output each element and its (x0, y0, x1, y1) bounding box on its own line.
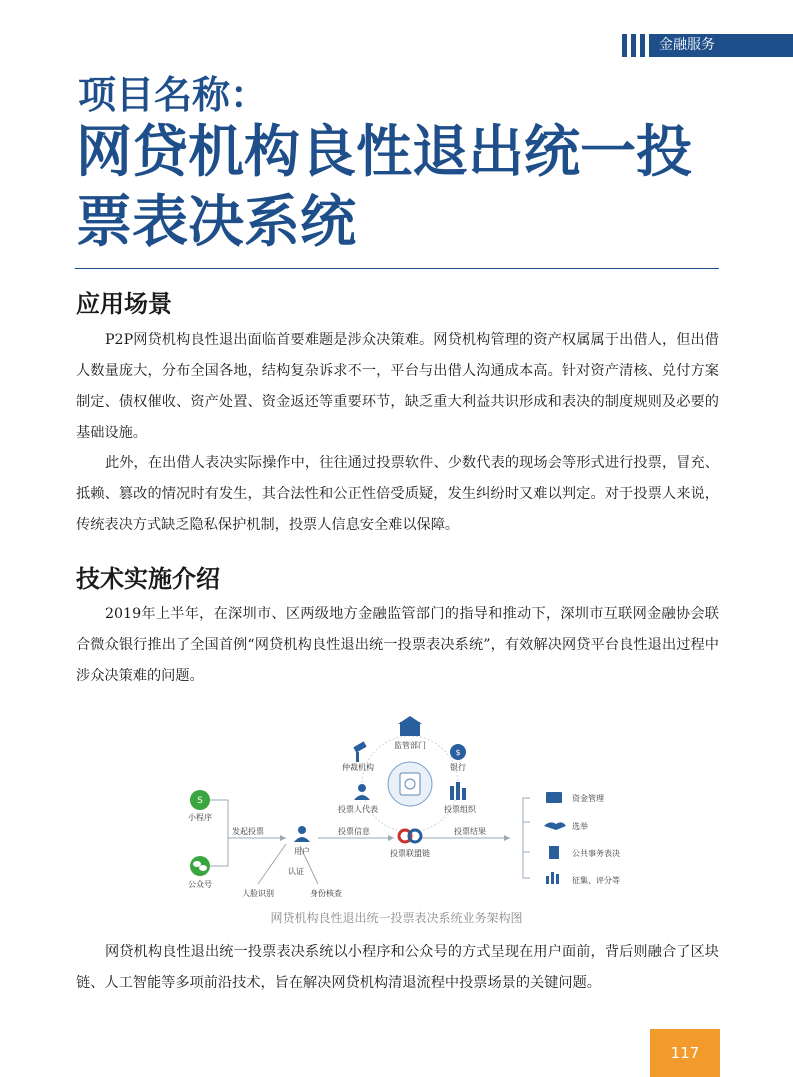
public-affairs-label: 公共事务表决 (572, 849, 620, 858)
vote-org-label: 投票组织 (444, 805, 476, 814)
vote-chain-label: 投票联盟链 (390, 849, 430, 858)
user-label: 用户 (294, 847, 310, 856)
vote-org-icon (450, 786, 454, 800)
closing-paragraph: 网贷机构良性退出统一投票表决系统以小程序和公众号的方式呈现在用户面前，背后则融合了区块链、人工智能等多项前沿技术，旨在解决网贷机构清退流程中投票场景的关键问题。 (76, 944, 719, 991)
client-bracket-line (210, 800, 228, 866)
fund-mgmt-icon (546, 792, 562, 803)
arbitration-label: 仲裁机构 (342, 763, 374, 772)
mini-program-label: 小程序 (188, 813, 212, 822)
section-heading-scenario: 应用场景 (76, 290, 172, 318)
header-decor-bars (622, 34, 645, 57)
initiate-vote-label: 发起投票 (232, 827, 264, 836)
election-icon (544, 822, 566, 830)
regulator-icon (400, 722, 420, 736)
figure-caption: 网贷机构良性退出统一投票表决系统业务架构图 (270, 911, 523, 925)
fund-mgmt-label: 资金管理 (572, 794, 604, 803)
arbitration-icon (353, 741, 366, 752)
result-bracket-line (523, 798, 530, 878)
voter-rep-icon (358, 784, 366, 792)
user-icon (298, 826, 306, 834)
regulator-label: 监管部门 (394, 741, 426, 750)
architecture-diagram (178, 716, 638, 906)
certification-label: 认证 (288, 867, 304, 876)
identity-check-label: 身份核查 (310, 889, 342, 898)
public-affairs-icon (549, 846, 559, 859)
vote-result-label: 投票结果 (454, 827, 486, 836)
svg-text:$: $ (455, 748, 461, 757)
scenario-paragraph-1: P2P网贷机构良性退出面临首要难题是涉众决策难。网贷机构管理的资产权属属于出借人，但出借人数量庞大，分布全国各地，结构复杂诉求不一，平台与出借人沟通成本高。针对资产清核、兑付方案制定、债权催收、资产处置、资金返还等重要环节，缺乏重大利益共识形成和表决的制度规则及必要的基础设施。 (76, 332, 719, 441)
evidence-label: 征集、评分等 (572, 876, 620, 885)
project-name-label: 项目名称： (78, 73, 269, 117)
section-tag: 金融服务 (649, 34, 793, 57)
page-title: 网贷机构良性退出统一投票表决系统 (76, 120, 692, 255)
scenario-paragraph-2: 此外，在出借人表决实际操作中，往往通过投票软件、少数代表的现场会等形式进行投票，冒充、抵赖、篡改的情况时有发生，其合法性和公正性倍受质疑，发生纠纷时又难以判定。对于投票人来说，传统表决方式缺乏隐私保护机制，投票人信息安全难以保障。 (76, 455, 719, 533)
election-label: 选举 (572, 822, 588, 831)
official-account-icon (190, 856, 210, 876)
title-divider (75, 268, 719, 269)
page-number: 117 (650, 1029, 720, 1077)
face-recognition-line (258, 844, 286, 884)
bank-label: 银行 (450, 763, 466, 772)
evidence-icon (546, 876, 549, 884)
voter-rep-label: 投票人代表 (338, 805, 378, 814)
official-account-label: 公众号 (188, 880, 212, 889)
svg-text:S: S (197, 796, 203, 806)
face-recognition-label: 人脸识别 (242, 889, 274, 898)
implementation-paragraph-1: 2019年上半年，在深圳市、区两级地方金融监管部门的指导和推动下，深圳市互联网金融协会联合微众银行推出了全国首例“网贷机构良性退出统一投票表决系统”，有效解决网贷平台良性退出过程中涉众决策难的问题。 (76, 606, 719, 684)
section-heading-implementation: 技术实施介绍 (76, 565, 220, 593)
vote-info-label: 投票信息 (338, 827, 370, 836)
result-bracket-ticks (523, 822, 530, 852)
